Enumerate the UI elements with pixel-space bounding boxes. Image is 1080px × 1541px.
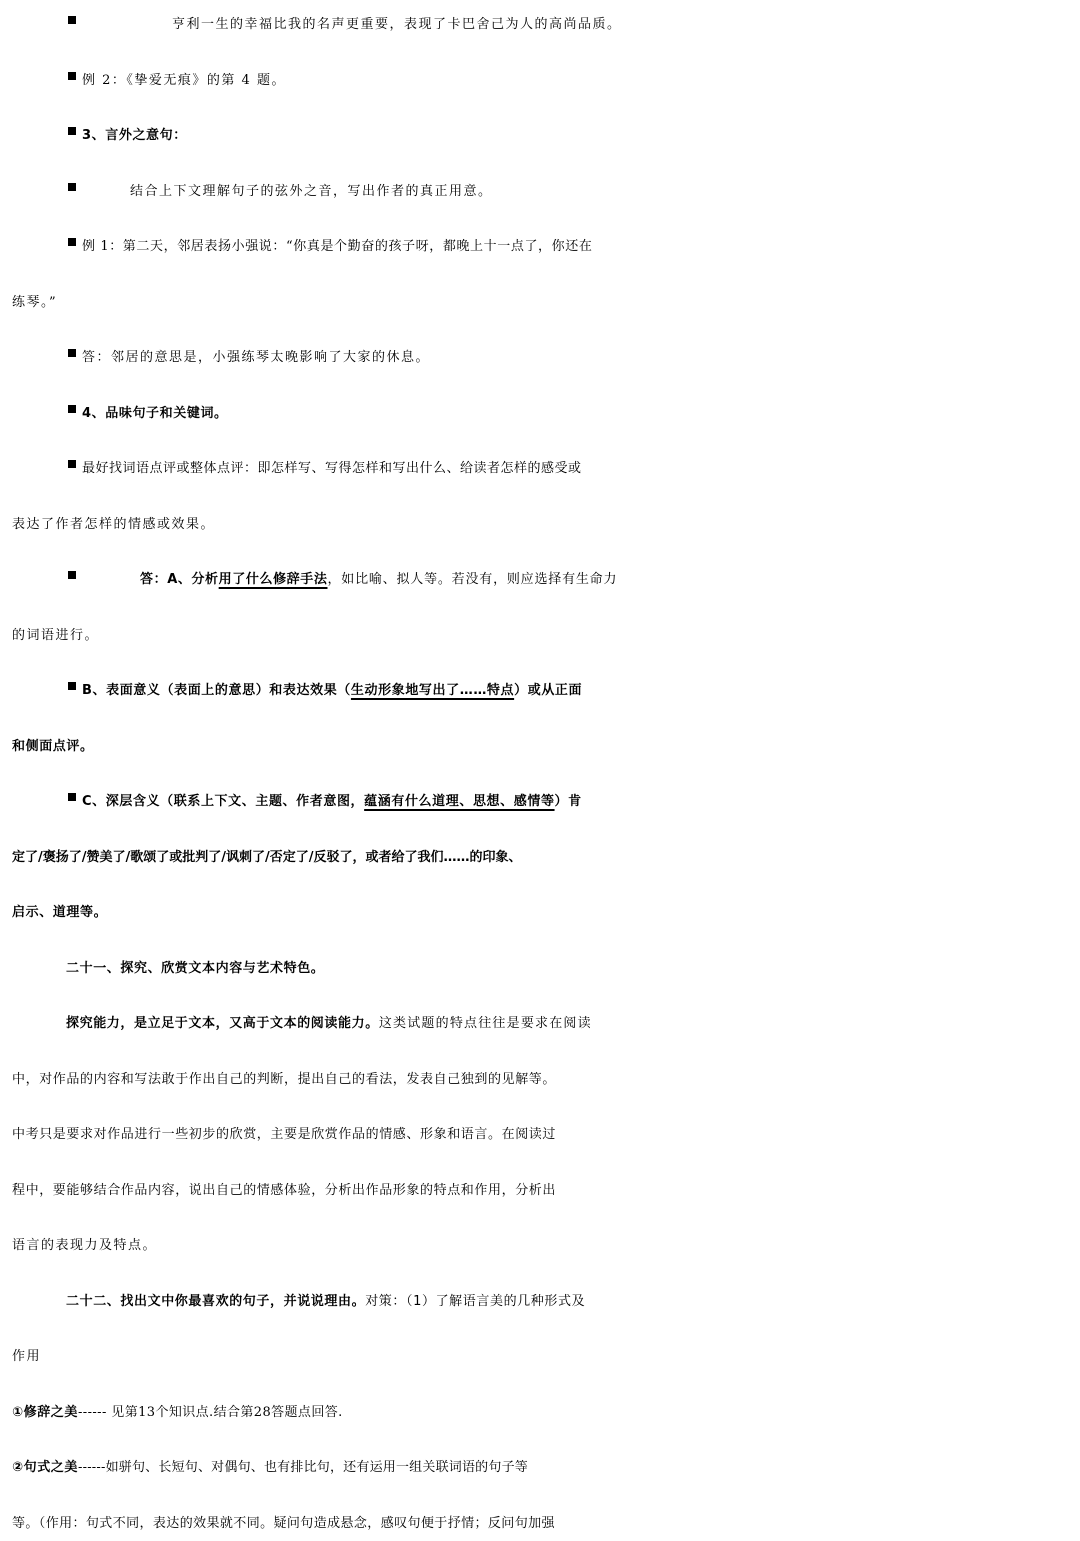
text-line-4	[0, 175, 1080, 209]
section-21-text: 这类试题的特点往往是要求在阅读	[378, 1016, 592, 1031]
text-line-27	[12, 1451, 1080, 1485]
text-line-12: 的词语进行。	[12, 628, 100, 643]
text-line-14: 和侧面点评。	[12, 739, 94, 754]
text-line-5-content: 例 1：第二天，邻居表扬小强说：“你真是个勤奋的孩子呀，都晚上十一点了，你还在	[82, 239, 593, 254]
text-line-1	[0, 8, 1080, 42]
section-21-bold-lead: 探究能力，是立足于文本，又高于文本的阅读能力。	[66, 1016, 379, 1031]
answer-b-label: B、表面意义（表面上的意思）和表达效果（	[82, 683, 351, 698]
text-line-28: 等。（作用：句式不同，表达的效果就不同。疑问句造成悬念，感叹句便于抒情；反问句加强	[12, 1516, 555, 1531]
section-22-heading: 二十二、找出文中你最喜欢的句子，并说说理由。	[66, 1294, 366, 1309]
text-line-22: 程中，要能够结合作品内容，说出自己的情感体验，分析出作品形象的特点和作用，分析出	[12, 1183, 557, 1198]
text-line-10: 表达了作者怎样的情感或效果。	[12, 517, 216, 532]
answer-b-rest: ）或从正面	[514, 683, 583, 698]
text-line-4-content: 结合上下文理解句子的弦外之音，写出作者的真正用意。	[130, 184, 493, 199]
bullet-icon	[68, 571, 76, 579]
text-line-6: 练琴。”	[12, 295, 58, 310]
rhetoric-beauty-label: ①修辞之美	[12, 1405, 79, 1420]
bullet-icon	[68, 793, 76, 801]
answer-c-rest: ）肯	[554, 794, 582, 809]
sentence-beauty-text: ------如骈句、长短句、对偶句、也有排比句，还有运用一组关联词语的句子等	[78, 1460, 528, 1475]
answer-c-label: C、深层含义（联系上下文、主题、作者意图，	[82, 794, 365, 809]
rhetoric-beauty-text: ------ 见第13个知识点.结合第28答题点回答.	[78, 1405, 343, 1420]
text-line-7	[0, 341, 1080, 375]
answer-a-rest: ，如比喻、拟人等。若没有，则应选择有生命力	[327, 572, 618, 587]
text-line-1-content: 亨利一生的幸福比我的名声更重要，表现了卡巴舍己为人的高尚品质。	[172, 17, 622, 32]
answer-a-underlined: 用了什么修辞手法	[218, 572, 328, 587]
text-line-9	[0, 452, 1080, 486]
text-line-13	[0, 674, 1080, 708]
bullet-icon	[68, 127, 76, 135]
heading-3-implied-meaning	[0, 119, 1080, 153]
text-line-24	[66, 1285, 1080, 1319]
text-line-9-content: 最好找词语点评或整体点评：即怎样写、写得怎样和写出什么、给读者怎样的感受或	[82, 461, 582, 476]
text-line-2-content: 例 2：《挚爱无痕》的第 4 题。	[82, 73, 286, 88]
text-line-25: 作用	[12, 1349, 42, 1364]
heading-4-content: 4、品味句子和关键词。	[82, 406, 228, 421]
sentence-beauty-label: ②句式之美	[12, 1460, 79, 1475]
bullet-icon	[68, 682, 76, 690]
text-line-23: 语言的表现力及特点。	[12, 1238, 158, 1253]
bullet-icon	[68, 405, 76, 413]
text-line-7-content: 答：邻居的意思是，小强练琴太晚影响了大家的休息。	[82, 350, 431, 365]
section-21-heading: 二十一、探究、欣赏文本内容与艺术特色。	[66, 961, 325, 976]
bullet-icon	[68, 16, 76, 24]
heading-4-savor-sentences	[0, 397, 1080, 431]
text-line-26	[12, 1396, 1080, 1430]
text-line-5	[0, 230, 1080, 264]
text-line-20: 中，对作品的内容和写法敢于作出自己的判断，提出自己的看法，发表自己独到的见解等。	[12, 1072, 557, 1087]
text-line-21: 中考只是要求对作品进行一些初步的欣赏，主要是欣赏作品的情感、形象和语言。在阅读过	[12, 1127, 557, 1142]
bullet-icon	[68, 349, 76, 357]
heading-3-content: 3、言外之意句：	[82, 128, 187, 143]
text-line-19	[66, 1007, 1080, 1041]
text-line-15	[0, 785, 1080, 819]
text-line-2	[0, 64, 1080, 98]
bullet-icon	[68, 238, 76, 246]
text-line-11	[0, 563, 1080, 597]
section-22-strategy: 对策：（1）了解语言美的几种形式及	[365, 1294, 586, 1309]
bullet-icon	[68, 460, 76, 468]
bullet-icon	[68, 183, 76, 191]
answer-c-underlined: 蕴涵有什么道理、思想、感情等	[364, 794, 555, 809]
text-line-17: 启示、道理等。	[12, 905, 108, 920]
answer-a-label: 答：A、分析	[140, 572, 219, 587]
bullet-icon	[68, 72, 76, 80]
answer-b-underlined: 生动形象地写出了……特点	[350, 683, 515, 698]
text-line-16: 定了/褒扬了/赞美了/歌颂了或批判了/讽刺了/否定了/反驳了，或者给了我们……的印象、	[12, 850, 522, 865]
